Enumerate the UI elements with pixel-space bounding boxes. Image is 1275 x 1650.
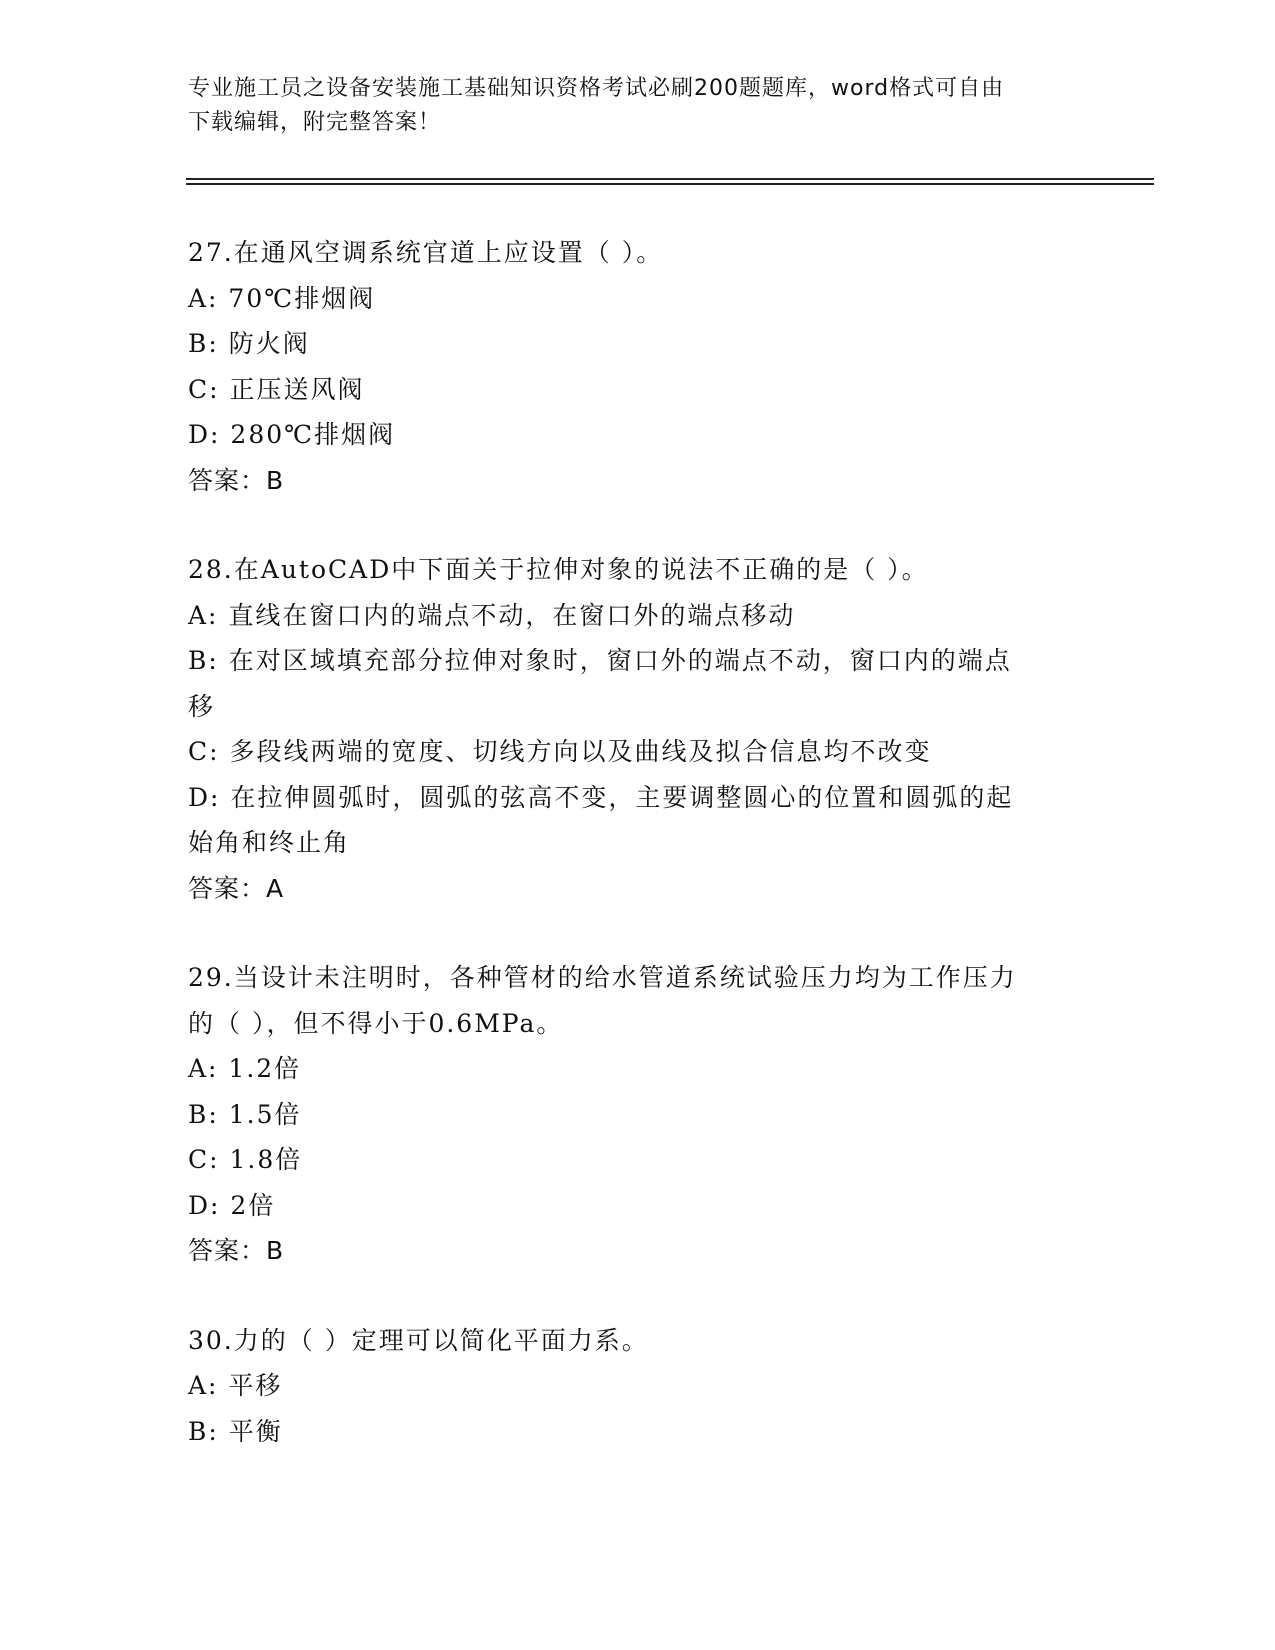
question-text: 27.在通风空调系统官道上应设置（ ）。 (188, 238, 664, 267)
question-block (188, 955, 1088, 1274)
question-block (188, 547, 1088, 911)
header-divider-top (186, 178, 1154, 180)
answer-option: 移 (188, 691, 216, 721)
answer-option: D: 2倍 (188, 1190, 276, 1220)
answer-option: B: 1.5倍 (188, 1099, 302, 1129)
question-block (188, 1318, 1088, 1455)
answer-option: B: 在对区域填充部分拉伸对象时，窗口外的端点不动，窗口内的端点 (188, 646, 1012, 675)
question-block (188, 230, 1088, 503)
question-text: 28.在AutoCAD中下面关于拉伸对象的说法不正确的是（ ）。 (188, 555, 929, 584)
answer-option: A: 1.2倍 (188, 1054, 302, 1083)
answer-key: 答案：B (188, 465, 285, 495)
header-line-2: 下载编辑，附完整答案！ (188, 110, 442, 135)
answer-option: B: 防火阀 (188, 329, 310, 358)
question-text: 30.力的（ ）定理可以简化平面力系。 (188, 1325, 649, 1355)
answer-option: C: 多段线两端的宽度、切线方向以及曲线及拟合信息均不改变 (188, 737, 932, 766)
answer-option: C: 正压送风阀 (188, 374, 365, 404)
answer-option: A: 平移 (188, 1371, 283, 1400)
answer-option: B: 平衡 (188, 1416, 283, 1446)
answer-key: 答案：B (188, 1236, 285, 1265)
answer-key: 答案：A (188, 873, 285, 903)
question-text: 29.当设计未注明时，各种管材的给水管道系统试验压力均为工作压力 (188, 963, 1017, 992)
question-list (188, 230, 1088, 1498)
answer-option: D: 在拉伸圆弧时，圆弧的弦高不变，主要调整圆心的位置和圆弧的起 (188, 782, 1014, 812)
header-divider-bottom (186, 183, 1154, 185)
answer-option: 始角和终止角 (188, 828, 351, 857)
header-line-1: 专业施工员之设备安装施工基础知识资格考试必刷200题题库，word格式可自由 (188, 76, 1005, 101)
answer-option: A: 直线在窗口内的端点不动，在窗口外的端点移动 (188, 600, 796, 630)
question-text: 的（ ），但不得小于0.6MPa。 (188, 1008, 564, 1038)
answer-option: A: 70℃排烟阀 (188, 283, 376, 313)
document-header (188, 72, 1088, 140)
answer-option: D: 280℃排烟阀 (188, 420, 396, 449)
answer-option: C: 1.8倍 (188, 1145, 303, 1174)
